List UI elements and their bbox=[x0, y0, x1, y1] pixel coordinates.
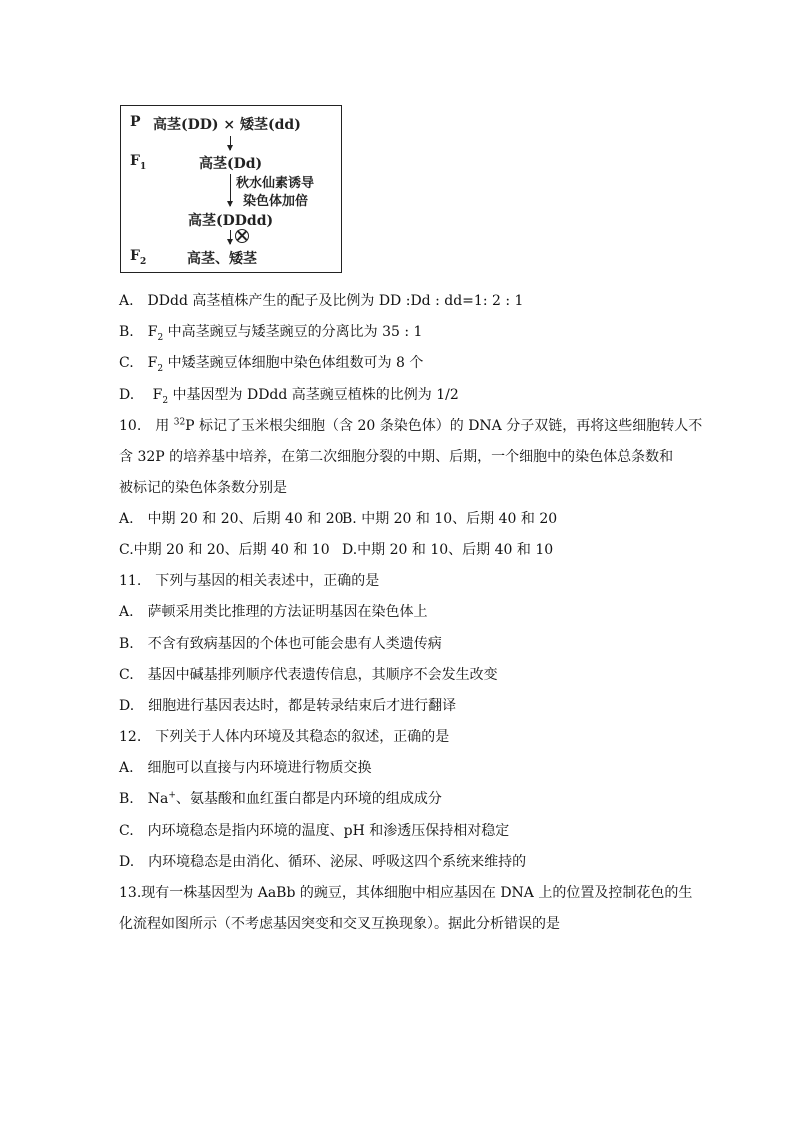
f2-phenotypes: 高茎、矮茎 bbox=[187, 251, 257, 267]
q10-stem-line-1: 10. 用 $^{32}$P 标记了玉米根尖细胞（含 20 条染色体）的 DNA 分子双链，再将这些细胞转人不 bbox=[119, 417, 703, 434]
cross-diagram bbox=[120, 105, 342, 273]
q12-stem: 12. 下列关于人体内环境及其稳态的叙述，正确的是 bbox=[119, 729, 450, 745]
q10-stem-line-3: 被标记的染色体条数分别是 bbox=[119, 480, 287, 496]
selfing-icon bbox=[235, 229, 249, 243]
f1-phenotype: 高茎(Dd) bbox=[199, 156, 263, 172]
q11-option-c: C. 基因中碱基排列顺序代表遗传信息，其顺序不会发生改变 bbox=[119, 667, 498, 683]
q10-option-a: A. 中期 20 和 20、后期 40 和 20 bbox=[119, 511, 344, 527]
q13-stem-line-1: 13.现有一株基因型为 AaBb 的豌豆，其体细胞中相应基因在 DNA 上的位置及控制花色的生 bbox=[119, 885, 693, 901]
q12-option-d: D. 内环境稳态是由消化、循环、泌尿、呼吸这四个系统来维持的 bbox=[119, 854, 527, 870]
q11-option-a: A. 萨顿采用类比推理的方法证明基因在染色体上 bbox=[119, 604, 428, 620]
down-arrow-icon bbox=[230, 230, 231, 244]
q10-option-d: D.中期 20 和 10、后期 40 和 10 bbox=[342, 542, 554, 558]
down-arrow-icon bbox=[230, 174, 231, 206]
q11-stem: 11. 下列与基因的相关表述中，正确的是 bbox=[119, 573, 380, 589]
q10-option-b: B. 中期 20 和 10、后期 40 和 20 bbox=[342, 511, 558, 527]
q12-option-c: C. 内环境稳态是指内环境的温度、pH 和渗透压保持相对稳定 bbox=[119, 823, 510, 839]
p-generation-label: P bbox=[130, 114, 141, 130]
q11-option-d: D. 细胞进行基因表达时，都是转录结束后才进行翻译 bbox=[119, 698, 457, 714]
q10-stem-line-2: 含 32P 的培养基中培养，在第二次细胞分裂的中期、后期，一个细胞中的染色体总条数和 bbox=[119, 449, 674, 465]
treatment-line-1: 秋水仙素诱导 bbox=[236, 176, 315, 191]
q9-option-a: A. DDdd 高茎植株产生的配子及比例为 DD :Dd : dd=1: 2 : 1 bbox=[119, 293, 524, 309]
tetraploid-phenotype: 高茎(DDdd) bbox=[188, 213, 274, 229]
down-arrow-icon bbox=[230, 136, 231, 150]
f1-generation-label: $F_1$ bbox=[130, 153, 147, 172]
q9-option-c: C. $F_2$ 中矮茎豌豆体细胞中染色体组数可为 8 个 bbox=[119, 355, 424, 374]
parental-cross: 高茎(DD) × 矮茎(dd) bbox=[153, 117, 301, 133]
treatment-line-2: 染色体加倍 bbox=[243, 194, 309, 209]
q9-option-b: B. $F_2$ 中高茎豌豆与矮茎豌豆的分离比为 35 : 1 bbox=[119, 324, 423, 343]
q12-option-a: A. 细胞可以直接与内环境进行物质交换 bbox=[119, 760, 372, 776]
q11-option-b: B. 不含有致病基因的个体也可能会患有人类遗传病 bbox=[119, 636, 442, 652]
q9-option-d: D. $F_2$ 中基因型为 DDdd 高茎豌豆植株的比例为 1/2 bbox=[119, 387, 459, 406]
q12-option-b: B. Na+、氨基酸和血红蛋白都是内环境的组成成分 bbox=[119, 790, 442, 807]
q13-stem-line-2: 化流程如图所示（不考虑基因突变和交叉互换现象）。据此分析错误的是 bbox=[119, 916, 560, 932]
q10-option-c: C.中期 20 和 20、后期 40 和 10 bbox=[119, 542, 330, 558]
f2-generation-label: $F_2$ bbox=[130, 248, 147, 267]
